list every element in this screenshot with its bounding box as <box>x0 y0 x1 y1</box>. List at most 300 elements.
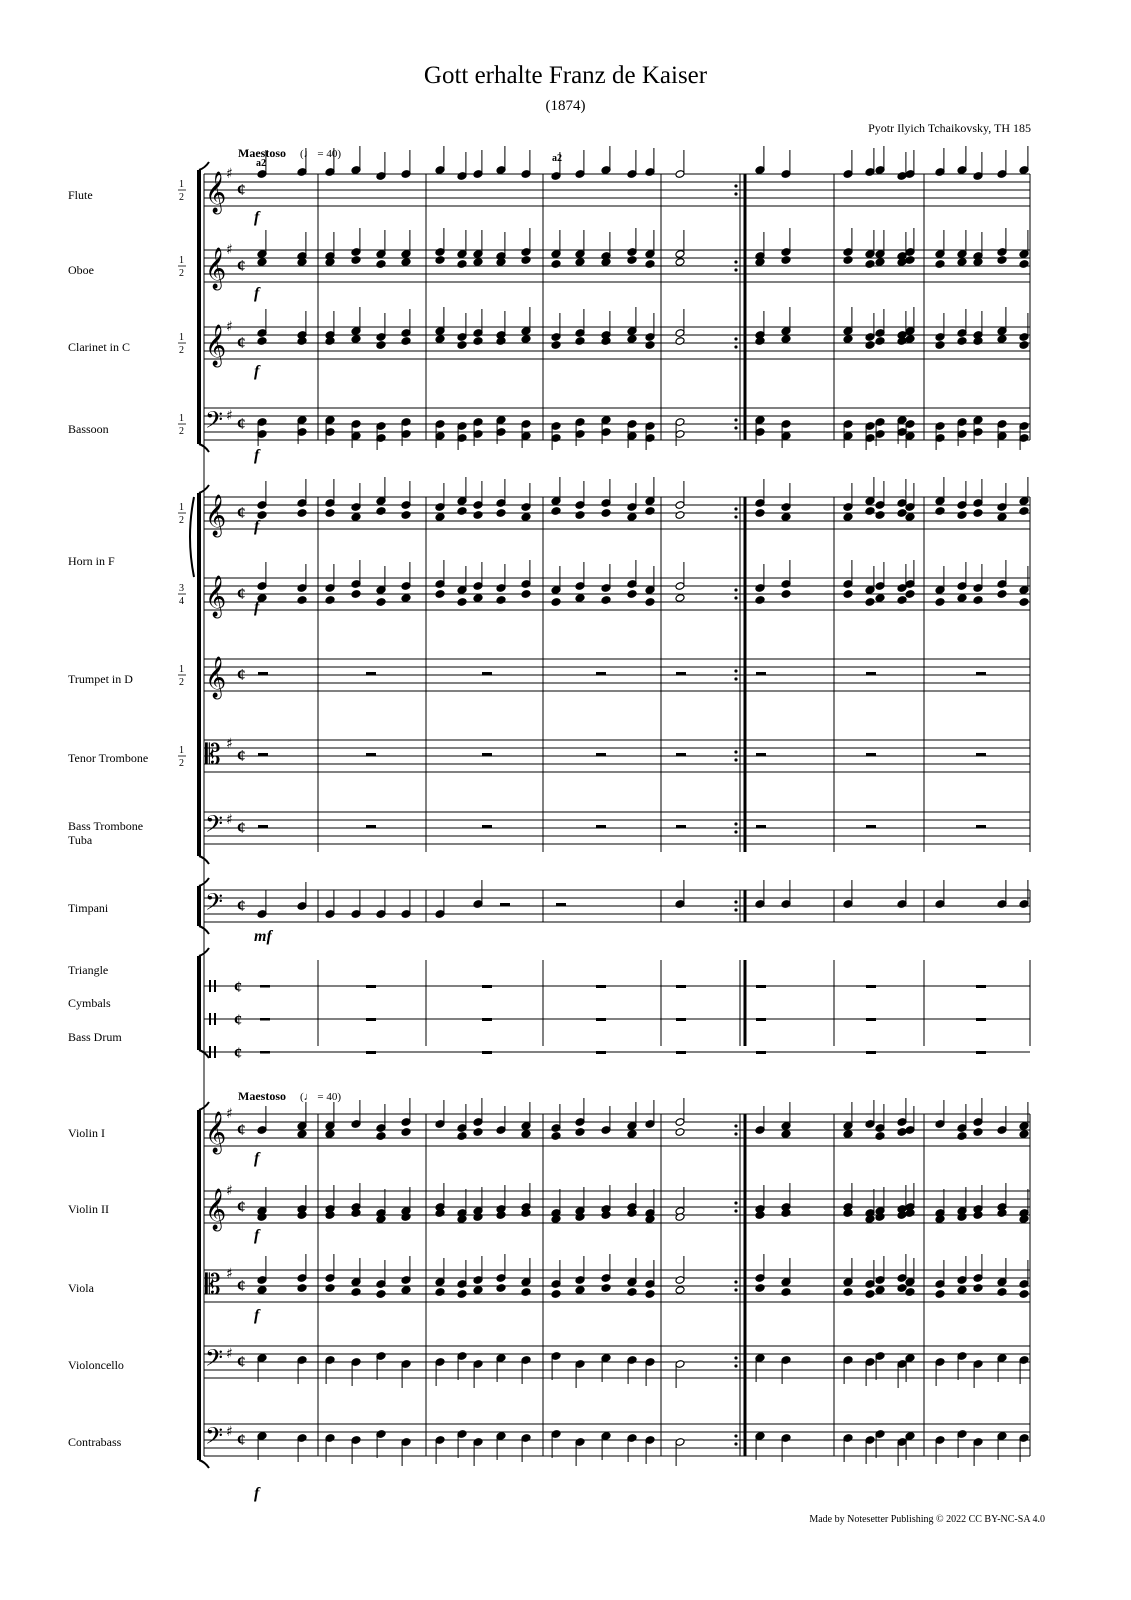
treble-clef: 𝄞 <box>205 172 227 213</box>
whole-rest <box>756 672 766 675</box>
note <box>675 309 685 337</box>
notehead <box>351 513 361 522</box>
whole-rest <box>366 825 376 828</box>
staff-trumpet <box>204 659 1030 691</box>
note <box>575 337 585 346</box>
clef-group <box>205 494 246 537</box>
whole-rest <box>258 672 268 675</box>
clef-group <box>205 575 246 618</box>
note <box>376 1132 386 1141</box>
key-signature-sharp: ♯ <box>226 166 233 182</box>
half-rest <box>260 985 270 988</box>
half-rest <box>482 1018 492 1021</box>
instrument-label-violin1: Violin I <box>68 1126 105 1140</box>
note <box>755 479 765 507</box>
notehead <box>755 1284 765 1293</box>
note <box>551 566 561 594</box>
clef-group <box>205 810 246 843</box>
notehead <box>325 509 335 518</box>
note <box>675 562 685 590</box>
notehead <box>473 1286 483 1295</box>
notehead <box>601 596 611 605</box>
notehead <box>457 260 467 269</box>
instrument-label-violin2: Violin II <box>68 1202 109 1216</box>
note <box>351 1258 361 1286</box>
repeat-dot <box>734 1442 737 1445</box>
time-signature: ¢ <box>237 256 246 275</box>
note <box>627 513 637 522</box>
repeat-dot <box>734 426 737 429</box>
key-signature-sharp: ♯ <box>226 736 233 752</box>
notehead <box>401 337 411 346</box>
note <box>865 260 875 269</box>
note <box>325 890 335 918</box>
notehead <box>496 509 506 518</box>
notehead <box>627 335 637 344</box>
note <box>601 1106 611 1134</box>
note <box>935 148 945 176</box>
note <box>521 560 531 588</box>
notehead <box>435 256 445 265</box>
note <box>257 1286 267 1295</box>
note <box>351 307 361 335</box>
half-rest <box>596 1051 606 1054</box>
note <box>297 509 307 518</box>
percussion-clef <box>209 1046 211 1058</box>
note <box>865 148 875 176</box>
note <box>957 481 967 509</box>
note <box>905 256 915 265</box>
repeat-dot <box>734 596 737 599</box>
treble-clef: 𝄞 <box>205 248 227 289</box>
note <box>675 1438 685 1466</box>
note <box>473 1286 483 1295</box>
notehead <box>473 1128 483 1137</box>
note <box>843 335 853 344</box>
note <box>257 230 267 258</box>
repeat-dot <box>734 418 737 421</box>
notehead <box>875 258 885 267</box>
clef-group <box>205 1266 246 1301</box>
note <box>645 1290 655 1299</box>
notehead <box>897 509 907 518</box>
half-rest <box>482 1051 492 1054</box>
time-signature: ¢ <box>237 180 246 199</box>
clef-group <box>205 1422 246 1455</box>
note-layer <box>257 146 1029 1466</box>
notehead <box>905 1288 915 1297</box>
note <box>905 335 915 344</box>
note <box>601 596 611 605</box>
note <box>473 511 483 520</box>
notehead <box>843 590 853 599</box>
dynamic-marking: f <box>254 1485 260 1502</box>
time-signature: ¢ <box>237 818 246 837</box>
note <box>973 1254 983 1282</box>
notehead <box>351 590 361 599</box>
note <box>973 479 983 507</box>
note <box>627 590 637 599</box>
note <box>645 148 655 176</box>
note <box>325 232 335 260</box>
note <box>897 1284 907 1293</box>
repeat-dot <box>734 669 737 672</box>
part-number: 3 <box>179 583 184 594</box>
notehead <box>1019 341 1029 350</box>
note <box>457 1104 467 1132</box>
note <box>601 509 611 518</box>
notehead <box>957 258 967 267</box>
key-signature-sharp: ♯ <box>226 812 233 828</box>
note <box>897 232 907 260</box>
notehead <box>1019 260 1029 269</box>
note <box>457 260 467 269</box>
note <box>325 1254 335 1282</box>
note <box>997 150 1007 178</box>
notehead <box>575 1286 585 1295</box>
a2-marking: a2 <box>552 153 562 164</box>
note <box>843 1288 853 1297</box>
note <box>325 596 335 605</box>
note <box>897 479 907 507</box>
note <box>325 311 335 339</box>
note <box>843 1258 853 1286</box>
repeat-dot <box>734 830 737 833</box>
repeat-dot <box>734 345 737 348</box>
note <box>973 1098 983 1126</box>
score-title: Gott erhalte Franz de Kaiser <box>423 62 708 89</box>
note <box>376 341 386 350</box>
clef-group <box>205 1183 246 1231</box>
part-number: 1 <box>179 413 184 424</box>
note <box>905 1288 915 1297</box>
whole-rest <box>866 672 876 675</box>
time-signature: ¢ <box>237 503 246 522</box>
note <box>675 230 685 258</box>
note <box>897 1128 907 1137</box>
note <box>973 596 983 605</box>
bracket-hook <box>199 1460 209 1468</box>
note <box>551 341 561 350</box>
part-number: 4 <box>179 596 184 607</box>
note <box>957 594 967 603</box>
notehead <box>997 1288 1007 1297</box>
instrument-label-trumpet: Trumpet in D <box>68 672 133 686</box>
notehead <box>1019 598 1029 607</box>
part-number: 2 <box>179 758 184 769</box>
note <box>401 481 411 509</box>
bass-clef: 𝄢 <box>205 888 224 921</box>
time-signature: ¢ <box>237 1276 246 1295</box>
note <box>1019 1130 1029 1139</box>
note <box>875 258 885 267</box>
note <box>351 560 361 588</box>
treble-clef: 𝄞 <box>205 1189 227 1230</box>
note <box>457 1430 467 1458</box>
instrument-label-cymbals: Cymbals <box>68 996 111 1010</box>
note <box>521 335 531 344</box>
whole-rest <box>366 672 376 675</box>
time-signature: ¢ <box>237 584 246 603</box>
note <box>843 880 853 908</box>
note <box>973 1128 983 1137</box>
note <box>897 880 907 908</box>
key-signature-sharp: ♯ <box>226 1183 233 1199</box>
whole-rest <box>676 753 686 756</box>
note <box>473 1128 483 1137</box>
note <box>957 230 967 258</box>
note <box>473 150 483 178</box>
instrument-label-bass-drum: Bass Drum <box>68 1030 122 1044</box>
note <box>575 258 585 267</box>
note <box>997 1106 1007 1134</box>
notehead <box>781 1130 791 1139</box>
note <box>496 1254 506 1282</box>
note <box>781 228 791 256</box>
note <box>645 598 655 607</box>
note <box>627 1288 637 1297</box>
note <box>875 1352 885 1380</box>
note <box>1019 1260 1029 1288</box>
whole-rest <box>596 753 606 756</box>
notehead <box>351 335 361 344</box>
note <box>973 311 983 339</box>
note <box>401 1438 411 1466</box>
staff-flute <box>204 174 1030 206</box>
instrument-label-timpani: Timpani <box>68 901 109 915</box>
half-rest <box>976 985 986 988</box>
note <box>457 1189 467 1217</box>
note <box>435 256 445 265</box>
note <box>843 1130 853 1139</box>
repeat-dot <box>734 184 737 187</box>
notehead <box>473 594 483 603</box>
note <box>755 1106 765 1134</box>
note <box>551 507 561 516</box>
instrument-label-bass-trombone: Tuba <box>68 833 93 847</box>
note <box>435 146 445 174</box>
note <box>755 509 765 518</box>
note <box>376 1430 386 1458</box>
note <box>843 150 853 178</box>
repeat-dot <box>734 1132 737 1135</box>
note <box>521 513 531 522</box>
note <box>457 1260 467 1288</box>
notehead <box>957 511 967 520</box>
notehead <box>645 1290 655 1299</box>
notehead <box>496 1284 506 1293</box>
note <box>401 562 411 590</box>
key-signature-sharp: ♯ <box>226 1346 233 1362</box>
time-signature: ¢ <box>234 979 242 996</box>
notehead <box>257 258 267 267</box>
part-number: 2 <box>179 515 184 526</box>
notehead <box>551 507 561 516</box>
notehead <box>575 594 585 603</box>
notehead <box>496 596 506 605</box>
note <box>1019 230 1029 258</box>
half-rest <box>866 985 876 988</box>
note <box>935 1436 945 1464</box>
notehead <box>973 509 983 518</box>
note <box>521 228 531 256</box>
part-number: 2 <box>179 192 184 203</box>
notehead <box>473 337 483 346</box>
note <box>521 1288 531 1297</box>
whole-rest <box>482 825 492 828</box>
note <box>627 228 637 256</box>
note <box>473 337 483 346</box>
note <box>957 1352 967 1380</box>
note <box>473 880 483 908</box>
note <box>257 890 267 918</box>
half-rest <box>676 985 686 988</box>
notehead <box>325 1130 335 1139</box>
note <box>755 146 765 174</box>
note <box>675 1128 685 1137</box>
notehead <box>645 341 655 350</box>
clef-group <box>209 1012 270 1029</box>
notehead <box>521 256 531 265</box>
bass-clef: 𝄢 <box>205 1422 224 1455</box>
notehead <box>401 1128 411 1137</box>
note <box>627 307 637 335</box>
note <box>473 230 483 258</box>
note <box>675 481 685 509</box>
note <box>575 1438 585 1466</box>
notehead <box>957 337 967 346</box>
note <box>257 1106 267 1134</box>
note <box>935 477 945 505</box>
note <box>675 1360 685 1388</box>
whole-rest <box>676 825 686 828</box>
note <box>675 1286 685 1295</box>
note <box>973 509 983 518</box>
notehead <box>957 1132 967 1141</box>
note <box>755 1284 765 1293</box>
treble-clef: 𝄞 <box>205 325 227 366</box>
note <box>376 598 386 607</box>
note <box>843 590 853 599</box>
note <box>457 507 467 516</box>
note <box>865 341 875 350</box>
note <box>457 598 467 607</box>
half-rest <box>866 1018 876 1021</box>
note <box>781 513 791 522</box>
notehead <box>675 594 685 603</box>
note <box>401 1098 411 1126</box>
note <box>905 560 915 588</box>
note <box>601 232 611 260</box>
note <box>601 1284 611 1293</box>
notehead <box>781 335 791 344</box>
note <box>897 1254 907 1282</box>
time-signature: ¢ <box>237 1120 246 1139</box>
notehead <box>551 341 561 350</box>
note <box>601 311 611 339</box>
note <box>401 890 411 918</box>
note <box>601 1254 611 1282</box>
notehead <box>435 513 445 522</box>
notehead <box>781 1288 791 1297</box>
notehead <box>521 1130 531 1139</box>
half-rest <box>676 1051 686 1054</box>
note <box>401 511 411 520</box>
notehead <box>376 341 386 350</box>
percussion-clef <box>214 980 216 992</box>
note <box>401 150 411 178</box>
note <box>376 566 386 594</box>
clef-group <box>205 1106 246 1154</box>
note <box>935 598 945 607</box>
note <box>351 256 361 265</box>
note <box>575 1098 585 1126</box>
note <box>997 513 1007 522</box>
note <box>575 481 585 509</box>
treble-clef: 𝄞 <box>205 495 227 536</box>
notehead <box>997 590 1007 599</box>
note <box>755 596 765 605</box>
note <box>645 477 655 505</box>
half-rest <box>976 1051 986 1054</box>
note <box>997 1288 1007 1297</box>
note <box>997 590 1007 599</box>
note <box>843 513 853 522</box>
notehead <box>601 509 611 518</box>
note <box>905 1183 915 1211</box>
half-rest <box>556 903 566 906</box>
notehead <box>521 590 531 599</box>
note <box>627 150 637 178</box>
treble-clef: 𝄞 <box>205 576 227 617</box>
note <box>875 511 885 520</box>
half-rest <box>596 985 606 988</box>
bracket-hook <box>199 162 209 170</box>
note <box>575 1286 585 1295</box>
notehead <box>401 511 411 520</box>
notehead <box>905 256 915 265</box>
repeat-dot <box>734 750 737 753</box>
instrument-labels <box>68 179 186 1449</box>
note <box>575 1128 585 1137</box>
note <box>905 307 915 335</box>
note <box>957 146 967 174</box>
note <box>351 1288 361 1297</box>
note <box>376 1290 386 1299</box>
notehead <box>843 256 853 265</box>
part-number: 1 <box>179 664 184 675</box>
half-rest <box>482 985 492 988</box>
note <box>257 337 267 346</box>
notehead <box>521 513 531 522</box>
notehead <box>843 1288 853 1297</box>
note <box>351 335 361 344</box>
part-number: 1 <box>179 745 184 756</box>
notehead <box>376 1290 386 1299</box>
percussion-clef <box>209 980 211 992</box>
notehead <box>325 1284 335 1293</box>
note <box>257 481 267 509</box>
note <box>257 258 267 267</box>
notehead <box>997 513 1007 522</box>
note <box>957 511 967 520</box>
note <box>325 1102 335 1130</box>
notehead <box>645 507 655 516</box>
copyright-footer: Made by Notesetter Publishing © 2022 CC BY-NC-SA 4.0 <box>809 1514 1045 1525</box>
note <box>521 307 531 335</box>
note <box>435 228 445 256</box>
note <box>935 230 945 258</box>
